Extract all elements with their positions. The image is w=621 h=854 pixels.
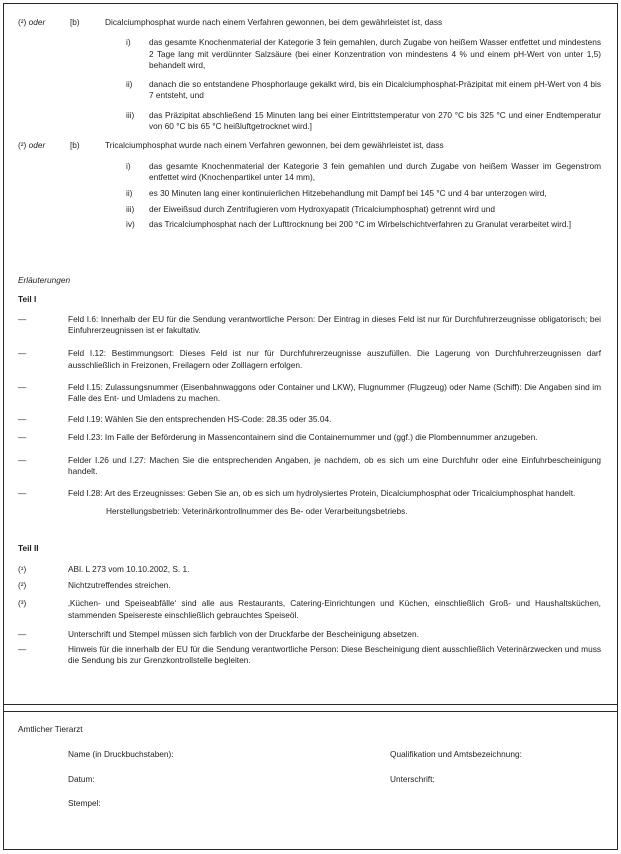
i28-extra: Herstellungsbetrieb: Veterinärkontrollnummer des Be- oder Verarbeitungsbetriebs.: [106, 506, 408, 517]
dash-marker: —: [18, 628, 27, 639]
note-i28-body: [68, 488, 601, 518]
note-text: Feld I.19: Wählen Sie den entsprechenden HS-Code: 28.35 oder 35.04.: [68, 413, 332, 424]
note-item: [18, 644, 601, 667]
i28-lead: Feld I.28:: [68, 487, 103, 498]
note-item: [18, 348, 601, 371]
note-item-i28: [18, 488, 601, 518]
subitem-text: das gesamte Knochenmaterial der Kategorie 3 fein gemahlen, durch Zugabe von heißem Wasser entfettet und mindestens 2 Tage lang mit verdünnter Salzsäure (bei einer Konzentration von mindestens 4 % und einem pH-Wert von unter 1,5) behandelt wird,: [149, 37, 601, 70]
part1-title: Teil I: [18, 294, 37, 305]
or-head: [18, 17, 601, 28]
or-ref-cell: [18, 140, 70, 151]
subitem-text: das Tricalciumphosphat nach der Lufttrocknung bei 200 °C im Wirbelschichtverfahren zu Granulat verarbeitet wird.]: [149, 218, 572, 229]
part2-title: Teil II: [18, 543, 39, 554]
note-text: Feld I.23: Im Falle der Beförderung in Massencontainern sind die Containernummer und (ggf.) die Plombennummer anzugeben.: [68, 431, 538, 442]
roman-numeral: iv): [126, 218, 135, 229]
or-subitem: [126, 110, 601, 133]
subitem-text: das gesamte Knochenmaterial der Kategorie 3 fein gemahlen und durch Zugabe von heißem Wasser im Gegenstrom entfettet wird (Knochenpartikel unter 14 mm),: [149, 160, 601, 182]
dash-marker: —: [18, 487, 27, 498]
dash-marker: —: [18, 455, 27, 466]
subitem-text: der Eiweißsud durch Zentrifugieren vom Hydroxyapatit (Tricalciumphosphat) getrennt wird und: [149, 203, 496, 214]
or-ref-cell: [18, 17, 70, 28]
note-text: ‚Küchen- und Speiseabfälle‘ sind alle aus Restaurants, Catering-Einrichtungen und Küchen, einschließlich Groß- und Haushaltsküchen, stammenden Speisereste einschließlich gebrauchtes Speiseöl.: [68, 598, 601, 620]
name-label: Name (in Druckbuchstaben):: [68, 749, 174, 760]
dash-marker: —: [18, 348, 27, 359]
main-section: [4, 4, 617, 705]
footnote-ref: (²): [18, 17, 27, 27]
note-item: [18, 598, 601, 621]
note-item: [18, 314, 601, 337]
qualification-label: Qualifikation und Amtsbezeichnung:: [390, 749, 522, 760]
or-intro: Dicalciumphosphat wurde nach einem Verfahren gewonnen, bei dem gewährleistet ist, dass: [105, 17, 443, 27]
i28-text: Art des Erzeugnisses: Geben Sie an, ob es sich um hydrolysiertes Protein, Dicalciumphosphat oder Tricalciumphosphat handelt.: [104, 487, 576, 498]
dash-marker: —: [18, 381, 27, 392]
or-intro: Tricalciumphosphat wurde nach einem Verfahren gewonnen, bei dem gewährleistet ist, dass: [105, 140, 444, 151]
or-head: [18, 140, 601, 151]
or-subitem: [126, 37, 601, 71]
dash-marker: —: [18, 644, 27, 655]
or-label: [b): [70, 140, 80, 151]
note-item: [18, 580, 601, 591]
outer-frame: [3, 3, 618, 850]
roman-numeral: ii): [126, 188, 133, 199]
or-block-tricalciumphosphat: [18, 140, 601, 230]
subitem-text: es 30 Minuten lang einer kontinuierlichen Hitzebehandlung mit Dampf bei 145 °C und 4 bar unterzogen wird,: [149, 188, 547, 199]
or-subitem: [126, 188, 601, 199]
note-text: Nichtzutreffendes streichen.: [68, 579, 171, 590]
or-subitem: [126, 204, 601, 215]
dash-marker: —: [18, 313, 27, 324]
footnote-ref: (²): [18, 140, 27, 151]
subitem-text: das Präzipitat abschließend 15 Minuten lang bei einer Eintrittstemperatur von 270 °C bis 325 °C und einer Endtemperatur von 60 °C bis 65 °C heißluftgetrocknet wird.]: [149, 109, 601, 132]
i28-paragraph: [68, 488, 601, 499]
signature-row: [18, 749, 601, 760]
note-item: [18, 382, 601, 405]
note-text: Unterschrift und Stempel müssen sich farblich von der Druckfarbe der Bescheinigung absetzen.: [68, 628, 419, 639]
subitem-text: danach die so entstandene Phosphorlauge gekalkt wird, bis ein Dicalciumphosphat-Präzipitat mit einem pH-Wert von 4 bis 7 entsteht, und: [149, 79, 601, 101]
date-label: Datum:: [68, 773, 95, 784]
or-block-dicalciumphosphat: [18, 17, 601, 132]
or-subitem: [126, 219, 601, 230]
note-text: Felder I.26 und I.27: Machen Sie die entsprechenden Angaben, je nachdem, ob es sich um eine Durchfuhr oder eine Einfuhrbescheinigung handelt.: [68, 455, 601, 477]
note-text: Feld I.15: Zulassungsnummer (Eisenbahnwaggons oder Container und LKW), Flugnummer (Flugzeug) oder Name (Schiff): Die Angaben sind im Falle des Ent- und Umladens zu machen.: [68, 381, 601, 404]
roman-numeral: iii): [126, 109, 135, 120]
or-label: [b): [70, 17, 80, 27]
note-text: Feld I.6: Innerhalb der EU für die Sendung verantwortliche Person: Der Eintrag in dieses Feld ist nur für Durchfuhrerzeugnisse obligatorisch; bei Einfuhrerzeugnissen ist er fakultativ.: [68, 313, 601, 336]
footnote-marker: (³): [18, 598, 27, 609]
roman-numeral: iii): [126, 203, 135, 214]
footnote-marker: (¹): [18, 563, 27, 574]
roman-numeral: i): [126, 37, 131, 48]
stamp-blank-area: [390, 798, 601, 809]
note-item: [18, 629, 601, 640]
signature-row: [18, 798, 601, 809]
or-subitem: [126, 161, 601, 184]
footnote-marker: (²): [18, 579, 27, 590]
signature-section: [4, 711, 617, 849]
note-item: [18, 455, 601, 478]
note-text: Hinweis für die innerhalb der EU für die Sendung verantwortliche Person: Diese Bescheinigung dient ausschließlich Veterinärzwecken und muss die Sendung bis zur Grenzkontrollstelle begleiten.: [68, 644, 601, 666]
roman-numeral: i): [126, 160, 131, 171]
or-subitem: [126, 79, 601, 102]
note-text: Feld I.12: Bestimmungsort: Dieses Feld ist nur für Durchfuhrerzeugnisse auszufüllen. Die Lagerung von Durchfuhrerzeugnissen darf ausschließlich in Freizonen, Freilagern oder Zolllagern erfolgen.: [68, 348, 601, 370]
note-item: [18, 564, 601, 575]
roman-numeral: ii): [126, 79, 133, 90]
signature-row: [18, 774, 601, 785]
notes-heading: Erläuterungen: [18, 275, 71, 286]
note-item: [18, 414, 601, 425]
stamp-label: Stempel:: [68, 797, 101, 808]
signature-title: Amtlicher Tierarzt: [18, 724, 83, 734]
or-conjunction: oder: [28, 17, 46, 27]
signature-label: Unterschrift:: [390, 773, 435, 784]
note-item: [18, 432, 601, 443]
dash-marker: —: [18, 413, 27, 424]
note-text: ABl. L 273 vom 10.10.2002, S. 1.: [68, 563, 190, 574]
or-conjunction: oder: [28, 140, 46, 151]
dash-marker: —: [18, 431, 27, 442]
